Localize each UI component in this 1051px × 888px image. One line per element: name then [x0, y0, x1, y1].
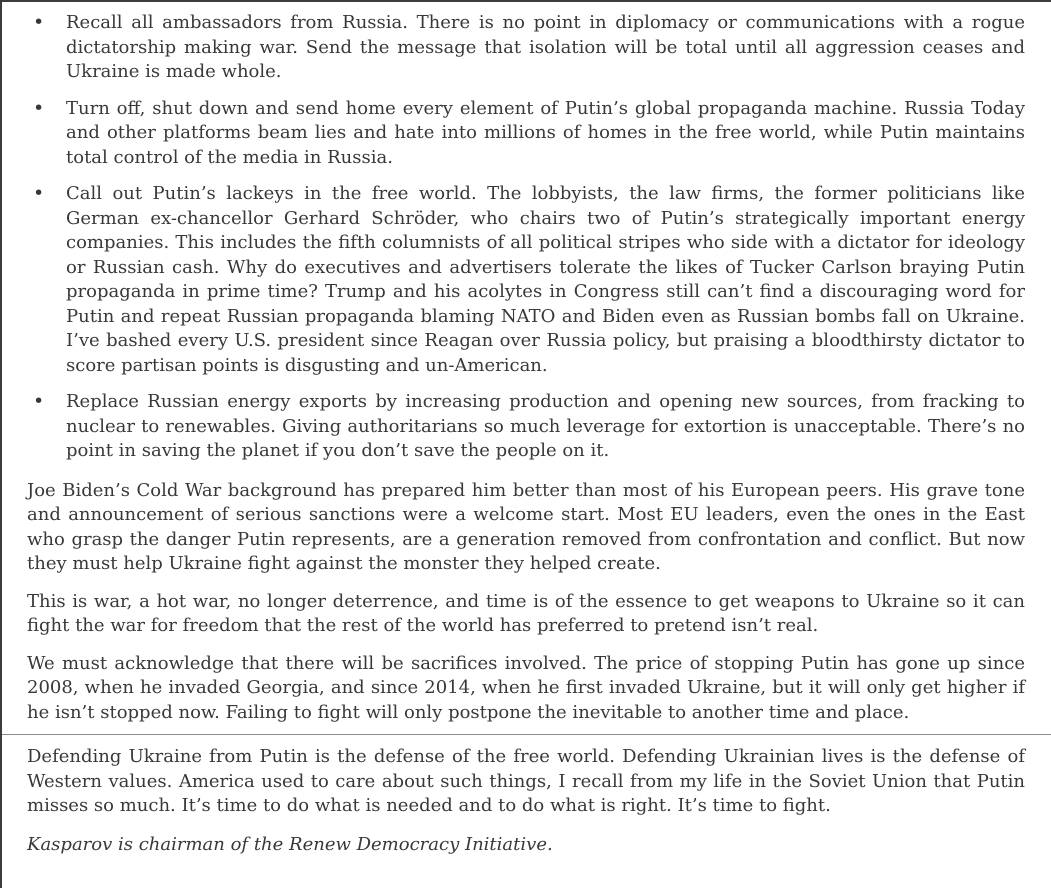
- paragraph-sacrifices: We must acknowledge that there will be sacrifices involved. The price of stopping Putin has gone up since 2008, when he invaded Georgia, and since 2014, when he first invaded Ukraine, but it will only get higher if he isn’t stopped now. Failing to fight will only postpone the inevitable to another time and place.: [27, 652, 1025, 723]
- bullet-icon: •: [33, 390, 45, 412]
- closing-section: [2, 735, 1051, 857]
- list-item: [27, 182, 1025, 378]
- list-item: [27, 11, 1025, 85]
- list-item-text: Replace Russian energy exports by increasing production and opening new sources, from fracking to nuclear to renewables. Giving authoritarians so much leverage for extortion is unacceptable. There’s no point in saving the planet if you don’t save the people on it.: [66, 391, 1025, 461]
- list-item-text: Recall all ambassadors from Russia. There is no point in diplomacy or communications with a rogue dictatorship making war. Send the message that isolation will be total until all aggression ceases and Ukraine is made whole.: [66, 12, 1025, 82]
- closing-paragraph: Defending Ukraine from Putin is the defense of the free world. Defending Ukrainian lives is the defense of Western values. America used to care about such things, I recall from my life in the Soviet Union that Putin misses so much. It’s time to do what is needed and to do what is right. It’s time to fight.: [27, 746, 1025, 816]
- bullet-icon: •: [33, 182, 45, 204]
- bullet-icon: •: [33, 96, 45, 119]
- list-item: [27, 97, 1025, 171]
- recommendation-list: [27, 11, 1025, 464]
- paragraph-hot-war: This is war, a hot war, no longer deterrence, and time is of the essence to get weapons to Ukraine so it can fight the war for freedom that the rest of the world has preferred to pretend isn’t real.: [27, 590, 1025, 636]
- article-body: [2, 2, 1051, 734]
- bullet-icon: •: [33, 11, 45, 33]
- paragraph-biden: Joe Biden’s Cold War background has prepared him better than most of his European peers. His grave tone and announcement of serious sanctions were a welcome start. Most EU leaders, even the ones in the East who grasp the danger Putin represents, are a generation removed from confrontation and conflict. But now they must help Ukraine fight against the monster they helped create.: [27, 479, 1025, 574]
- byline: Kasparov is chairman of the Renew Democracy Initiative.: [27, 833, 553, 855]
- list-item-text: Turn off, shut down and send home every element of Putin’s global propaganda machine. Russia Today and other platforms beam lies and hate into millions of homes in the free world, while Putin maintains total control of the media in Russia.: [66, 97, 1025, 168]
- list-item-text: Call out Putin’s lackeys in the free world. The lobbyists, the law firms, the former politicians like German ex-chancellor Gerhard Schröder, who chairs two of Putin’s strategically important energy companies. This includes the fifth columnists of all political stripes who side with a dictator for ideology or Russian cash. Why do executives and advertisers tolerate the likes of Tucker Carlson braying Putin propaganda in prime time? Trump and his acolytes in Congress still can’t find a discouraging word for Putin and repeat Russian propaganda blaming NATO and Biden even as Russian bombs fall on Ukraine. I’ve bashed every U.S. president since Reagan over Russia policy, but praising a bloodthirsty dictator to score partisan points is disgusting and un-American.: [66, 183, 1025, 376]
- list-item: [27, 390, 1025, 464]
